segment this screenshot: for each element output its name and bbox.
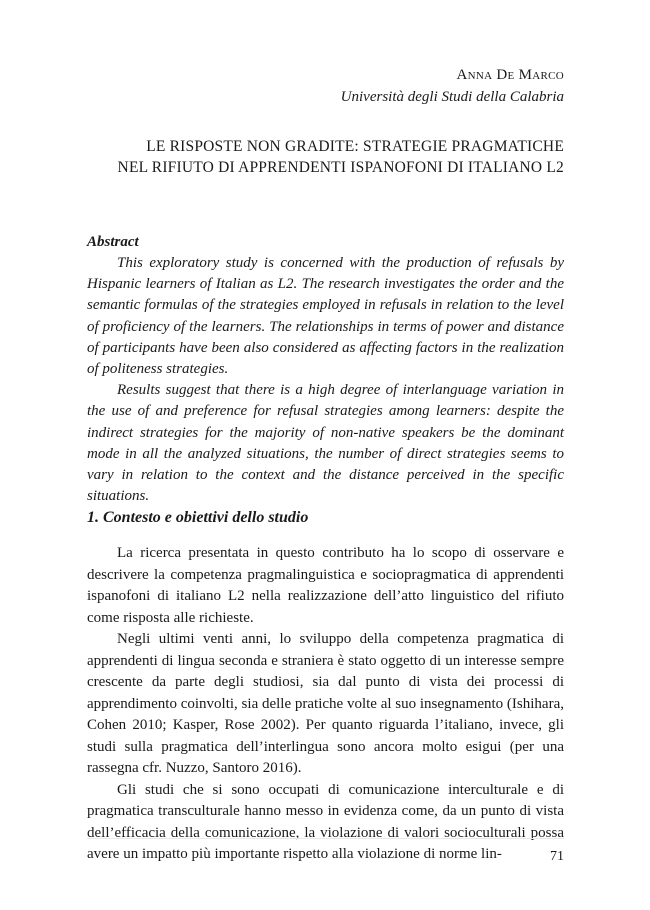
abstract-section (87, 232, 564, 507)
author-first-name: Anna (456, 67, 493, 83)
abstract-paragraph: This exploratory study is concerned with the production of refusals by Hispanic learners of Italian as L2. The research investigates the order and the semantic formulas of the strategies employed in refusals in relation to the level of proficiency of the learners. The relationships in terms of power and distance of participants have been also considered as affecting factors in the realization of politeness strategies. (87, 255, 564, 378)
section-body (87, 543, 564, 866)
body-paragraph: Negli ultimi venti anni, lo sviluppo della competenza pragmatica di apprendenti di lingua seconda e straniera è stato oggetto di un interesse sempre crescente da parte degli studiosi, sia dal punto di vista dei processi di apprendimento coinvolti, sia delle pratiche volte al suo insegnamento (Ishihara, Cohen 2010; Kasper, Rose 2002). Per quanto riguarda l’italiano, invece, gli studi sulla pragmatica dell’interlingua sono ancora molto esigui (per una rassegna cfr. Nuzzo, Santoro 2016). (87, 631, 564, 776)
author-block (300, 64, 564, 108)
author-last-name: De Marco (496, 67, 564, 83)
author-name (300, 64, 564, 86)
abstract-heading: Abstract (87, 234, 139, 250)
paper-title-line-1: LE RISPOSTE NON GRADITE: STRATEGIE PRAGMATICHE (146, 138, 564, 155)
author-affiliation: Università degli Studi della Calabria (340, 89, 564, 105)
body-paragraph: Gli studi che si sono occupati di comunicazione interculturale e di pragmatica transculturale hanno messo in evidenza come, da un punto di vista dell’efficacia della comunicazione, la violazione di valori socioculturali possa avere un impatto più importante rispetto alla violazione di norme lin- (87, 781, 564, 862)
paper-title-line-2: NEL RIFIUTO DI APPRENDENTI ISPANOFONI DI ITALIANO L2 (117, 159, 564, 176)
body-paragraph: La ricerca presentata in questo contributo ha lo scopo di osservare e descrivere la competenza pragmalinguistica e sociopragmatica di apprendenti ispanofoni di italiano L2 nella realizzazione dell’atto linguistico del rifiuto come risposta alle richieste. (87, 545, 564, 626)
footer-divider (87, 838, 564, 839)
abstract-paragraph: Results suggest that there is a high degree of interlanguage variation in the use of and preference for refusal strategies among learners: despite the indirect strategies for the majority of non-native speakers be the dominant mode in all the analyzed situations, the number of direct strategies seems to vary in relation to the context and the distance perceived in the specific situations. (87, 382, 564, 505)
section-heading: 1. Contesto e obiettivi dello studio (87, 509, 309, 526)
page-number: 71 (550, 849, 564, 864)
paper-title (60, 136, 564, 178)
